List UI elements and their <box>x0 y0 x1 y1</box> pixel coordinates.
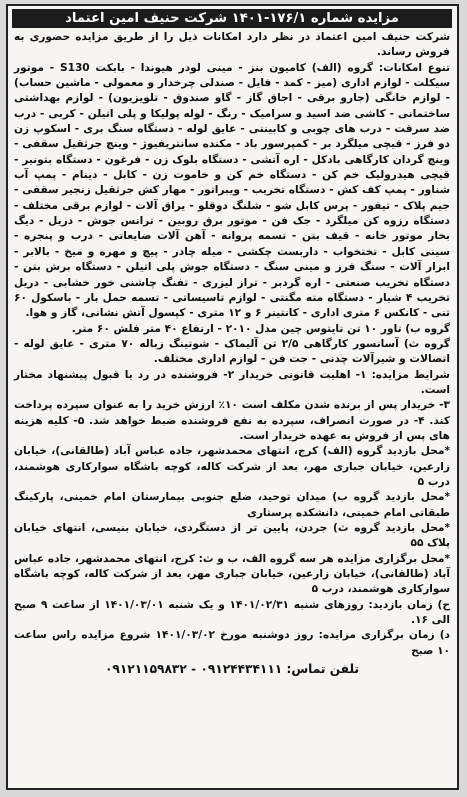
notice-headline: مزایده شماره ۱۷۶/۱-۱۴۰۱ شرکت حنیف امین اعتماد <box>12 9 452 28</box>
auction-notice <box>6 4 459 790</box>
term-1: ۱- اهلیت قانونی خریدار ۲- فروشنده در رد یا قبول پیشنهاد مختار است. <box>14 368 450 396</box>
group-b-items: گروه ب) تاور ۱۰ تن تایتوس چین مدل ۲۰۱۰ - ارتفاع ۴۰ متر فلش ۶۰ متر. <box>71 322 450 335</box>
contact-line: تلفن تماس: ۰۹۱۲۴۴۳۴۱۱۱ - ۰۹۱۲۱۱۵۹۸۳۲ <box>104 662 360 677</box>
visit-location-c: *محل بازدید گروه ث) جردن، پایین تر از دستگردی، خیابان بنیسی، انتهای خیابان پلاک ۵۵ <box>14 522 450 550</box>
term-3: ۳- خریدار پس از برنده شدن مکلف است ۱۰٪ ارزش خرید را به عنوان سپرده پرداخت کند. ۴- در صورت انصراف، سپرده به نفع فروشنده ضبط خواهد شد. ۵- کلیه هزینه های پس از فروش به عهده خریدار است. <box>14 399 450 442</box>
terms-title: شرایط مزایده: <box>371 368 450 381</box>
auction-venue: *محل برگزاری مزایده هر سه گروه الف، ب و ث: کرج، انتهای محمدشهر، جاده عباس آباد (طالقانی)، خیابان زارعین، خیابان جباری مهر، بعد از شرکت کاله، کوچه باشگاه سوارکاری هوشمند، درب ۵ <box>14 552 450 596</box>
visit-location-b: *محل بازدید گروه ب) میدان توحید، ضلع جنوبی بیمارستان امام خمینی، پارکینگ طبقاتی امام خمینی، دانشکده پرستاری <box>14 491 450 519</box>
contact-label: تلفن تماس: <box>286 662 360 677</box>
group-c-items: گروه ث) آسانسور کارگاهی ۲/۵ تن آلیماک - شوتینگ زباله ۷۰ متری - عایق لوله - اتصالات و شیرآلات چدنی - جت فن - لوازم اداری مختلف. <box>14 337 451 366</box>
intro-text: شرکت حنیف امین اعتماد در نظر دارد امکانات ذیل را از طریق مزایده حضوری به فروش رساند. <box>14 31 450 59</box>
notice-body <box>14 30 450 659</box>
visit-location-a: *محل بازدید گروه (الف) کرج، انتهای محمدشهر، جاده عباس آباد (طالقانی)، خیابان زارعین، خیابان جباری مهر، بعد از شرکت کاله، کوچه باشگاه سوارکاری هوشمند، درب ۵ <box>14 445 450 488</box>
group-a-items: تنوع امکانات: گروه (الف) کامیون بنز - مینی لودر هیوندا - بابکت S130 - موتور سیکلت - لوازم اداری (میز - کمد - فایل - صندلی چرخدار و معمولی - ماشین حساب) - لوازم خانگی (جارو برقی - اجاق گاز - گاو صندوق - تلویزیون) - لوازم بهداشتی ساختمانی - کاشی ضد اسید و سرامیک - رنگ - لوله پولیکا و پلی اتیلن - کربی - درب ضد سرقت - درب های چوبی و کابینتی - عایق لوله - دستگاه سنگ بری - اسکوپ زن دو فرز - قیچی میلگرد بر - کمپرسور باد - مکنده سانتریفیوژ - وینچ جرثقیل سقفی - وینچ گردان کارگاهی بادکل - اره آتشی - دستگاه بلوک زن - فرغون - دستگاه بتونیر - قیچی هیدرولیک خم کن - دستگاه خم کن و خاموت زن - کابل - دینام - پمپ آب شناور - پمپ کف کش - دستگاه تخریب - ویبراتور - مهار کش جرثقیل زنجیر سقفی - جیم پلاک - تیفور - پرس کابل شو - شلنگ دوقلو - یراق آلات - لوازم برقی مختلف - دستگاه رزوه کن میلگرد - جک فن - موتور برق روبین - ترانس جوش - دریل - دیگ بخار موتور خانه - قیف بتن - تسمه پروانه - آهن آلات ضایعاتی - درب و پنجره - سینی کابل - تختخواب - داربست چکشی - میله چادر - پیچ و مهره و میخ - بالابر - ابزار آلات - سنگ فرز و مینی سنگ - دستگاه جوش پلی اتیلن - دستگاه برش بتن - دستگاه تخریب صنعتی - اره گردبر - تراز لیزری - تفنگ چاشنی خور خشابی - دریل تخریب ۴ شیار - دستگاه مته مگنتی - لوازم تاسیساتی - تسمه حمل بار - باسکول ۶۰ تنی - کانکس ۶ متری اداری - کانتینر ۶ و ۱۲ متری - کپسول آتش نشانی، گاز و هوا. <box>14 61 450 320</box>
auction-time: د) زمان برگزاری مزایده: روز دوشنبه مورخ ۱۴۰۱/۰۳/۰۲ شروع مزایده راس ساعت ۱۰ صبح <box>14 629 450 657</box>
visit-time: ح) زمان بازدید: روزهای شنبه ۱۴۰۱/۰۲/۳۱ و یک شنبه ۱۴۰۱/۰۳/۰۱ از ساعت ۹ صبح الی ۱۶. <box>14 598 450 627</box>
phone-1: ۰۹۱۲۴۴۳۴۱۱۱ <box>200 662 283 677</box>
phone-2: ۰۹۱۲۱۱۵۹۸۳۲ <box>104 662 187 677</box>
